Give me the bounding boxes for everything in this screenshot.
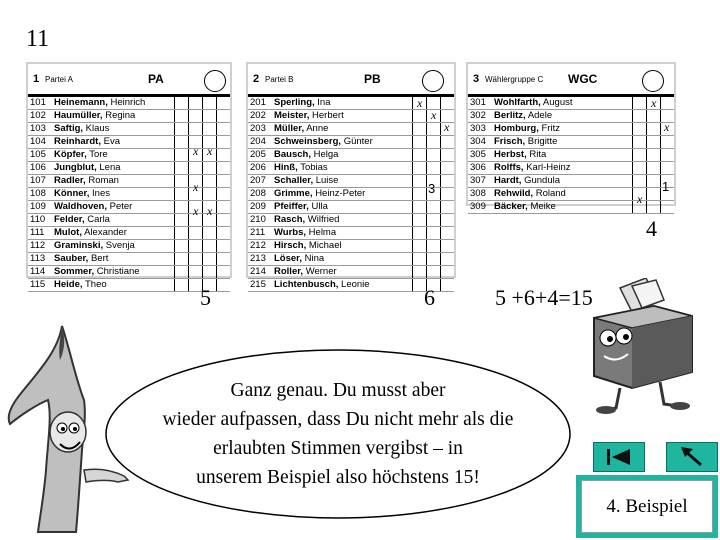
vote-mark: x bbox=[637, 192, 643, 206]
candidate-row[interactable]: 115 Heide, Theo bbox=[28, 279, 230, 292]
vote-mark: x bbox=[664, 120, 670, 134]
candidate-list bbox=[28, 97, 230, 292]
speech-line: unserem Beispiel also höchstens 15! bbox=[196, 467, 480, 488]
candidate-row[interactable]: 112 Graminski, Svenja bbox=[28, 240, 230, 253]
candidate-row[interactable]: 301 Wohlfarth, August bbox=[468, 97, 674, 110]
ballot-number: 2 bbox=[253, 73, 260, 85]
list-vote-circle[interactable] bbox=[642, 70, 664, 92]
candidate-row[interactable]: 110 Felder, Carla bbox=[28, 214, 230, 227]
candidate-row[interactable]: 307 Hardt, Gundula bbox=[468, 175, 674, 188]
skip-to-start-icon bbox=[594, 443, 644, 471]
list-vote-circle[interactable] bbox=[422, 70, 444, 92]
ballot-total-b: 6 bbox=[424, 285, 435, 310]
candidate-row[interactable]: 114 Sommer, Christiane bbox=[28, 266, 230, 279]
candidate-row[interactable]: 101 Heinemann, Heinrich bbox=[28, 97, 230, 110]
speech-line: erlaubten Stimmen vergibst – in bbox=[213, 438, 463, 459]
ballot-header bbox=[248, 64, 454, 97]
ballot-party-name: Partei B bbox=[265, 75, 294, 84]
candidate-row[interactable]: 205 Bausch, Helga bbox=[248, 149, 454, 162]
ballot-waehlergruppe-c bbox=[466, 62, 676, 212]
ballot-number: 1 bbox=[33, 73, 40, 85]
candidate-row[interactable]: 109 Waldhoven, Peter bbox=[28, 201, 230, 214]
vote-mark: x bbox=[193, 180, 199, 194]
candidate-row[interactable]: 103 Saftig, Klaus bbox=[28, 123, 230, 136]
candidate-row[interactable]: 111 Mulot, Alexander bbox=[28, 227, 230, 240]
ballot-partei-b bbox=[246, 62, 456, 290]
candidate-row[interactable]: 206 Hinß, Tobias bbox=[248, 162, 454, 175]
first-slide-button[interactable] bbox=[593, 442, 645, 472]
candidate-row[interactable]: 104 Reinhardt, Eva bbox=[28, 136, 230, 149]
candidate-row[interactable]: 304 Frisch, Brigitte bbox=[468, 136, 674, 149]
candidate-row[interactable]: 113 Sauber, Bert bbox=[28, 253, 230, 266]
candidate-row[interactable]: 305 Herbst, Rita bbox=[468, 149, 674, 162]
candidate-list bbox=[468, 97, 674, 214]
candidate-row[interactable]: 302 Berlitz, Adele bbox=[468, 110, 674, 123]
ballot-total-a: 5 bbox=[200, 285, 211, 310]
candidate-row[interactable]: 214 Roller, Werner bbox=[248, 266, 454, 279]
vote-mark: x bbox=[444, 120, 450, 134]
speech-line: Ganz genau. Du musst aber bbox=[230, 380, 446, 401]
ballot-header bbox=[468, 64, 674, 97]
total-equation: 5 +6+4=15 bbox=[495, 285, 593, 310]
candidate-row[interactable]: 102 Haumüller, Regina bbox=[28, 110, 230, 123]
ballot-partei-a bbox=[26, 62, 232, 290]
ballot-party-abbr: PA bbox=[148, 72, 164, 86]
ballot-number: 3 bbox=[473, 73, 480, 85]
list-vote-circle[interactable] bbox=[204, 70, 226, 92]
candidate-row[interactable]: 309 Bäcker, Meike bbox=[468, 201, 674, 214]
vote-mark: x bbox=[207, 204, 213, 218]
vote-mark: x bbox=[193, 204, 199, 218]
ballot-total-c: 4 bbox=[646, 216, 657, 241]
candidate-row[interactable]: 215 Lichtenbusch, Leonie bbox=[248, 279, 454, 292]
candidate-row[interactable]: 204 Schweinsberg, Günter bbox=[248, 136, 454, 149]
candidate-row[interactable]: 303 Homburg, Fritz bbox=[468, 123, 674, 136]
ballot-party-abbr: WGC bbox=[568, 72, 598, 86]
candidate-row[interactable]: 211 Wurbs, Helma bbox=[248, 227, 454, 240]
candidate-row[interactable]: 308 Rehwild, Roland bbox=[468, 188, 674, 201]
back-arrow-icon bbox=[667, 443, 717, 471]
ballot-box-mascot bbox=[584, 278, 704, 418]
candidate-row[interactable]: 212 Hirsch, Michael bbox=[248, 240, 454, 253]
speech-line: wieder aufpassen, dass Du nicht mehr als die bbox=[162, 409, 514, 430]
ballot-party-name: Partei A bbox=[45, 75, 74, 84]
vote-mark: x bbox=[431, 108, 437, 122]
candidate-list bbox=[248, 97, 454, 292]
slide-number: 11 bbox=[26, 26, 50, 52]
example-4-button[interactable] bbox=[576, 475, 718, 538]
candidate-row[interactable]: 107 Radler, Roman bbox=[28, 175, 230, 188]
candidate-row[interactable]: 306 Rolffs, Karl-Heinz bbox=[468, 162, 674, 175]
candidate-row[interactable]: 201 Sperling, Ina bbox=[248, 97, 454, 110]
candidate-row[interactable]: 207 Schaller, Luise bbox=[248, 175, 454, 188]
vote-mark: x bbox=[417, 96, 423, 110]
candidate-row[interactable]: 108 Könner, Ines bbox=[28, 188, 230, 201]
candidate-row[interactable]: 202 Meister, Herbert bbox=[248, 110, 454, 123]
candidate-row[interactable]: 105 Köpfer, Tore bbox=[28, 149, 230, 162]
candidate-row[interactable]: 209 Pfeiffer, Ulla bbox=[248, 201, 454, 214]
ballot-party-abbr: PB bbox=[364, 72, 381, 86]
vote-mark: x bbox=[651, 96, 657, 110]
candidate-row[interactable]: 106 Jungblut, Lena bbox=[28, 162, 230, 175]
vote-count: 1 bbox=[662, 179, 670, 194]
candidate-row[interactable]: 210 Rasch, Wilfried bbox=[248, 214, 454, 227]
ballot-header bbox=[28, 64, 230, 97]
candidate-row[interactable]: 208 Grimme, Heinz-Peter bbox=[248, 188, 454, 201]
example-4-label: 4. Beispiel bbox=[581, 480, 713, 533]
ballot-party-name: Wählergruppe C bbox=[485, 75, 544, 84]
vote-mark: x bbox=[193, 144, 199, 158]
vote-mark: x bbox=[207, 144, 213, 158]
speech-text bbox=[110, 376, 566, 492]
candidate-row[interactable]: 213 Löser, Nina bbox=[248, 253, 454, 266]
vote-count: 3 bbox=[428, 181, 436, 196]
candidate-row[interactable]: 203 Müller, Anne bbox=[248, 123, 454, 136]
back-button[interactable] bbox=[666, 442, 718, 472]
